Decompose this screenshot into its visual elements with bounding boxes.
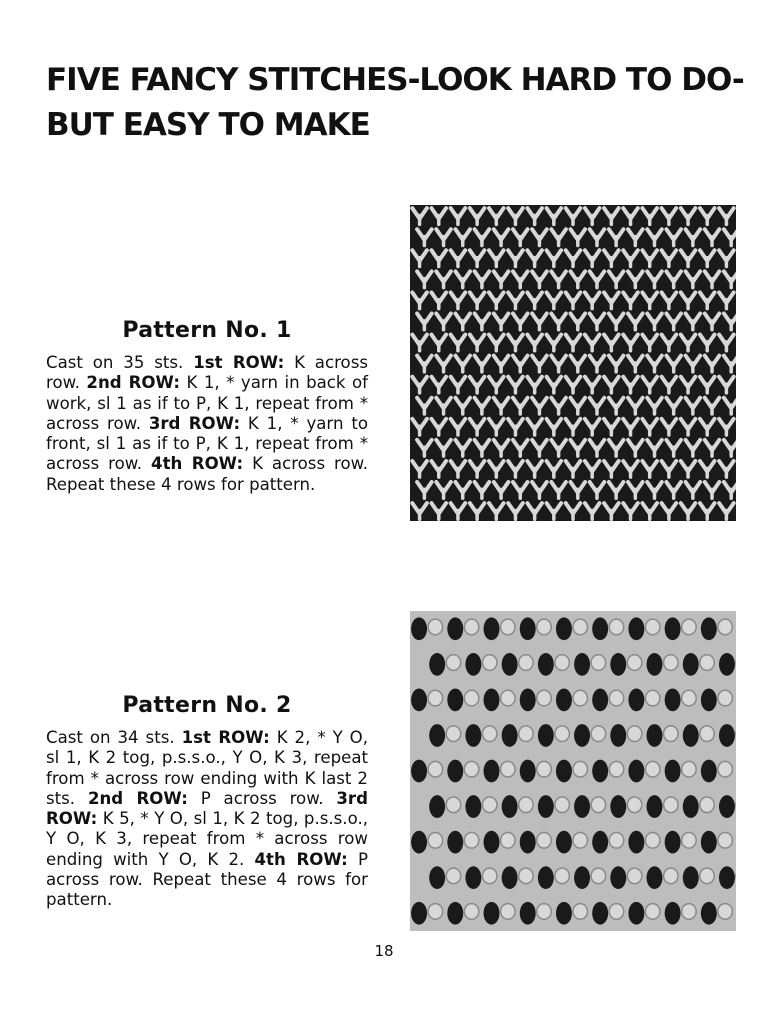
instruction-text: K across row. Repeat these 4 rows for pattern. — [46, 454, 368, 494]
yarn-knot — [609, 690, 623, 706]
yarn-knot — [664, 868, 678, 884]
yarn-knot — [446, 655, 460, 671]
eyelet-hole — [701, 831, 717, 854]
headline-line-1: FIVE FANCY STITCHES-LOOK HARD TO DO- — [46, 62, 744, 98]
eyelet-hole — [411, 831, 427, 854]
yarn-knot — [573, 619, 587, 635]
eyelet-hole — [429, 866, 445, 889]
instruction-text: K 1, * yarn to front, sl 1 as if to P, K 1, repeat from * across row. — [46, 413, 368, 474]
eyelet-hole — [484, 760, 500, 783]
eyelet-hole — [719, 724, 735, 747]
row-label: 4th ROW: — [151, 454, 244, 474]
yarn-knot — [591, 797, 605, 813]
yarn-knot — [591, 868, 605, 884]
eyelet-hole — [628, 902, 644, 925]
pattern-2-knit-texture — [410, 611, 736, 931]
yarn-knot — [609, 619, 623, 635]
yarn-knot — [482, 868, 496, 884]
row-label: 4th ROW: — [254, 849, 348, 869]
eyelet-hole — [647, 724, 663, 747]
yarn-knot — [555, 726, 569, 742]
eyelet-hole — [592, 902, 608, 925]
eyelet-hole — [574, 724, 590, 747]
pattern-1-block — [46, 318, 368, 495]
yarn-knot — [718, 761, 732, 777]
yarn-knot — [645, 761, 659, 777]
eyelet-hole — [556, 617, 572, 640]
eyelet-hole — [719, 795, 735, 818]
yarn-knot — [519, 797, 533, 813]
yarn-knot — [446, 726, 460, 742]
eyelet-hole — [628, 689, 644, 712]
yarn-knot — [591, 726, 605, 742]
yarn-knot — [482, 655, 496, 671]
eyelet-hole — [447, 689, 463, 712]
eyelet-hole — [628, 760, 644, 783]
yarn-knot — [609, 833, 623, 849]
yarn-knot — [446, 868, 460, 884]
pattern-2-title: Pattern No. 2 — [122, 693, 292, 718]
yarn-knot — [537, 619, 551, 635]
yarn-knot — [519, 726, 533, 742]
yarn-knot — [482, 797, 496, 813]
eyelet-hole — [574, 866, 590, 889]
yarn-knot — [501, 761, 515, 777]
yarn-knot — [718, 904, 732, 920]
yarn-knot — [700, 868, 714, 884]
yarn-knot — [428, 690, 442, 706]
yarn-knot — [464, 690, 478, 706]
instruction-text: Cast on 35 sts. — [46, 353, 194, 372]
eyelet-hole — [520, 831, 536, 854]
instruction-text: K 2, * Y O, sl 1, K 2 tog, p.s.s.o., Y O, K 3, repeat from * across row ending with K last 2 sts. — [46, 728, 368, 808]
eyelet-hole — [556, 831, 572, 854]
eyelet-hole — [665, 902, 681, 925]
eyelet-hole — [574, 795, 590, 818]
yarn-knot — [537, 904, 551, 920]
eyelet-hole — [701, 760, 717, 783]
page-number: 18 — [374, 942, 394, 960]
eyelet-hole — [520, 902, 536, 925]
yarn-knot — [537, 833, 551, 849]
eyelet-hole — [610, 866, 626, 889]
yarn-knot — [627, 655, 641, 671]
yarn-knot — [591, 655, 605, 671]
eyelet-hole — [683, 724, 699, 747]
eyelet-hole — [484, 831, 500, 854]
row-label: 2nd ROW: — [86, 373, 180, 393]
eyelet-hole — [447, 831, 463, 854]
yarn-knot — [428, 904, 442, 920]
eyelet-hole — [610, 653, 626, 676]
eyelet-hole — [502, 724, 518, 747]
instruction-text: K 1, * yarn in back of work, sl 1 as if to P, K 1, repeat from * across row. — [46, 373, 368, 433]
eyelet-hole — [520, 689, 536, 712]
pattern-2-instructions — [46, 728, 368, 911]
eyelet-hole — [429, 653, 445, 676]
yarn-knot — [718, 833, 732, 849]
yarn-knot — [664, 797, 678, 813]
eyelet-hole — [683, 795, 699, 818]
yarn-knot — [501, 833, 515, 849]
row-label: 3rd ROW: — [148, 413, 241, 433]
eyelet-hole — [701, 617, 717, 640]
pattern-1-knit-texture — [410, 205, 736, 521]
yarn-knot — [682, 690, 696, 706]
eyelet-hole — [592, 617, 608, 640]
eyelet-hole — [411, 760, 427, 783]
yarn-knot — [519, 655, 533, 671]
yarn-knot — [573, 690, 587, 706]
eyelet-hole — [465, 653, 481, 676]
eyelet-hole — [484, 902, 500, 925]
yarn-knot — [464, 619, 478, 635]
headline-line-2: BUT EASY TO MAKE — [46, 107, 370, 143]
page-headline — [46, 58, 746, 148]
yarn-knot — [573, 833, 587, 849]
yarn-knot — [664, 726, 678, 742]
yarn-knot — [645, 619, 659, 635]
row-label: 1st ROW: — [181, 728, 270, 747]
yarn-knot — [718, 690, 732, 706]
row-label: 1st ROW: — [193, 353, 285, 372]
eyelet-hole — [556, 902, 572, 925]
eyelet-hole — [465, 866, 481, 889]
yarn-knot — [682, 904, 696, 920]
eyelet-hole — [556, 760, 572, 783]
row-label: 3rd ROW: — [46, 788, 368, 829]
eyelet-hole — [484, 689, 500, 712]
pattern-1-instructions — [46, 353, 368, 495]
eyelet-hole — [628, 617, 644, 640]
eyelet-hole — [665, 831, 681, 854]
yarn-knot — [464, 904, 478, 920]
eyelet-hole — [538, 795, 554, 818]
eyelet-hole — [538, 653, 554, 676]
yarn-knot — [573, 761, 587, 777]
yarn-knot — [682, 833, 696, 849]
eyelet-hole — [502, 653, 518, 676]
eyelet-hole — [592, 760, 608, 783]
yarn-knot — [537, 761, 551, 777]
yarn-knot — [645, 833, 659, 849]
yarn-knot — [682, 619, 696, 635]
instruction-text: K 5, * Y O, sl 1, K 2 tog, p.s.s.o., Y O, K 3, repeat from * across row ending with Y O, K 2. — [46, 809, 368, 869]
eyelet-hole — [683, 653, 699, 676]
eyelet-hole — [701, 902, 717, 925]
eyelet-hole — [429, 795, 445, 818]
eyelet-hole — [592, 689, 608, 712]
eyelet-hole — [665, 760, 681, 783]
eyelet-hole — [411, 617, 427, 640]
yarn-knot — [609, 761, 623, 777]
instruction-text: P across row. — [187, 788, 337, 808]
eyelet-hole — [411, 689, 427, 712]
pattern-2-block — [46, 693, 368, 911]
yarn-knot — [700, 797, 714, 813]
eyelet-hole — [610, 724, 626, 747]
yarn-knot — [555, 655, 569, 671]
eyelet-hole — [447, 902, 463, 925]
yarn-knot — [682, 761, 696, 777]
eyelet-hole — [465, 724, 481, 747]
yarn-knot — [718, 619, 732, 635]
eyelet-hole — [719, 653, 735, 676]
yarn-knot — [645, 690, 659, 706]
eyelet-hole — [701, 689, 717, 712]
eyelet-hole — [610, 795, 626, 818]
yarn-knot — [555, 868, 569, 884]
yarn-knot — [555, 797, 569, 813]
yarn-knot — [446, 797, 460, 813]
yarn-knot — [464, 833, 478, 849]
yarn-knot — [573, 904, 587, 920]
eyelet-hole — [520, 617, 536, 640]
yarn-knot — [700, 726, 714, 742]
yarn-knot — [627, 726, 641, 742]
eyelet-hole — [447, 760, 463, 783]
eyelet-hole — [592, 831, 608, 854]
yarn-knot — [501, 690, 515, 706]
pattern-1-swatch-photo — [410, 205, 736, 521]
eyelet-hole — [484, 617, 500, 640]
yarn-knot — [627, 797, 641, 813]
eyelet-hole — [411, 902, 427, 925]
yarn-knot — [519, 868, 533, 884]
yarn-knot — [609, 904, 623, 920]
yarn-knot — [501, 619, 515, 635]
yarn-knot — [464, 761, 478, 777]
instruction-text: K across row. — [46, 353, 368, 393]
eyelet-hole — [647, 653, 663, 676]
yarn-knot — [501, 904, 515, 920]
instruction-text: P across row. Repeat these 4 rows for pattern. — [46, 849, 368, 910]
yarn-knot — [627, 868, 641, 884]
row-label: 2nd ROW: — [87, 788, 188, 808]
eyelet-hole — [628, 831, 644, 854]
instruction-text: Cast on 34 sts. — [46, 728, 182, 747]
eyelet-hole — [647, 795, 663, 818]
eyelet-hole — [429, 724, 445, 747]
eyelet-hole — [556, 689, 572, 712]
yarn-knot — [700, 655, 714, 671]
yarn-knot — [428, 619, 442, 635]
pattern-1-title: Pattern No. 1 — [122, 318, 292, 343]
eyelet-hole — [502, 795, 518, 818]
eyelet-hole — [538, 724, 554, 747]
eyelet-hole — [502, 866, 518, 889]
eyelet-hole — [683, 866, 699, 889]
eyelet-hole — [665, 617, 681, 640]
eyelet-hole — [465, 795, 481, 818]
yarn-knot — [428, 833, 442, 849]
eyelet-hole — [574, 653, 590, 676]
eyelet-hole — [538, 866, 554, 889]
yarn-knot — [482, 726, 496, 742]
yarn-knot — [664, 655, 678, 671]
eyelet-hole — [719, 866, 735, 889]
eyelet-hole — [447, 617, 463, 640]
eyelet-hole — [520, 760, 536, 783]
eyelet-hole — [647, 866, 663, 889]
yarn-knot — [428, 761, 442, 777]
eyelet-hole — [665, 689, 681, 712]
yarn-knot — [537, 690, 551, 706]
yarn-knot — [645, 904, 659, 920]
pattern-2-swatch-photo — [410, 611, 736, 931]
